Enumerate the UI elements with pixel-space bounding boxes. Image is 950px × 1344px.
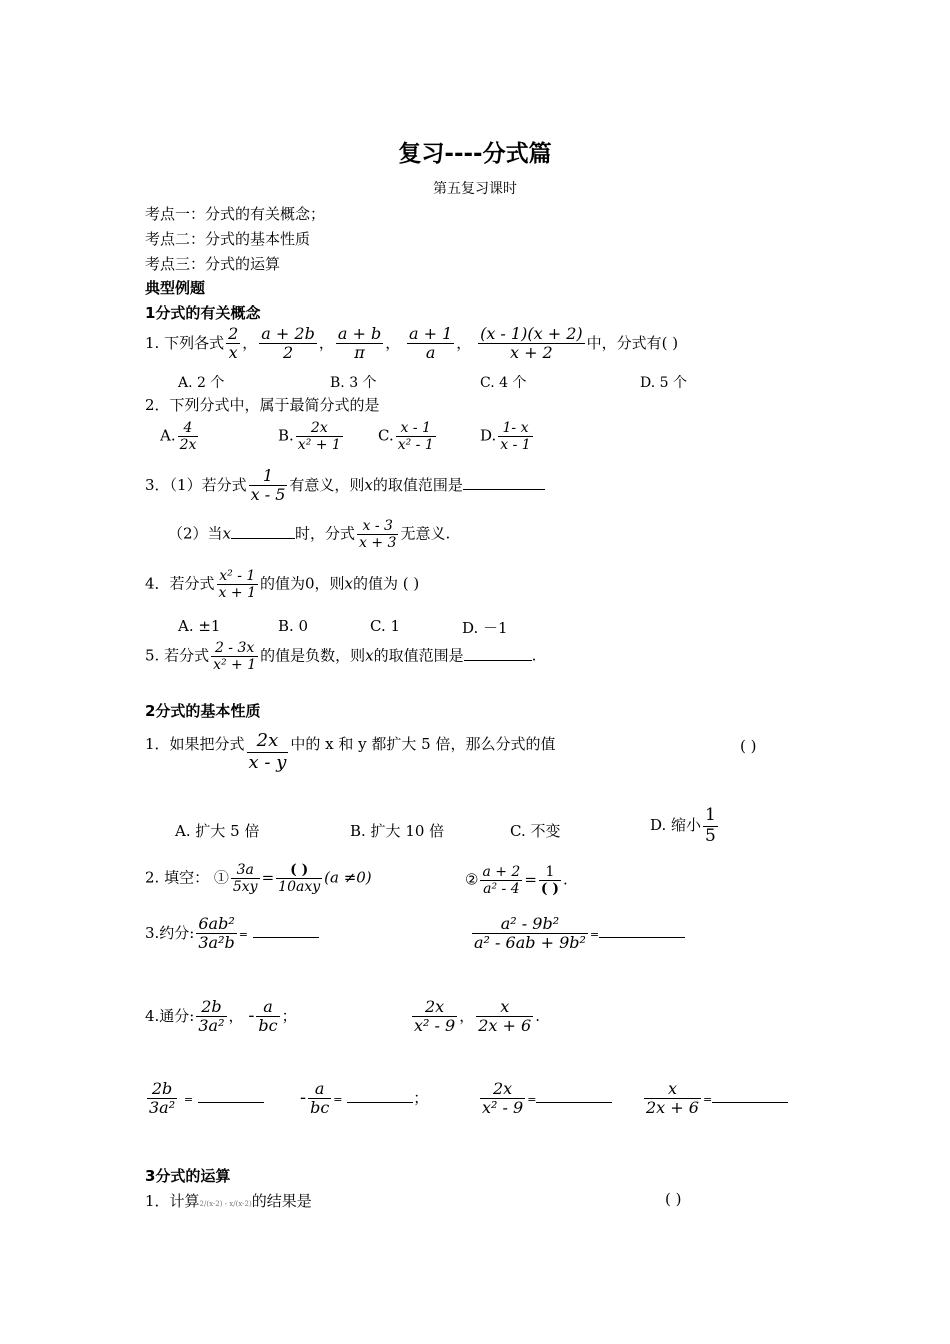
s2-q4-answer-1: $\frac{2b}{\text{3a²}}$ = (145, 1080, 264, 1118)
s2-q2-part2: ② $\frac{a + 2}{\text{a² - 4}}$ = $\frac{1}{( )}$ . (465, 864, 568, 898)
s2-q4-row1-right: $\frac{2x}{\text{x² - 9}}$ ， $\frac{x}{2x + 6}$ . (414, 997, 540, 1036)
s1-q2-option-d: D. $\frac{1- x}{x - 1}$ (480, 420, 531, 454)
s1-q2-option-c: C. $\frac{x - 1}{\text{x² - 1}}$ (378, 420, 434, 454)
point-2: 考点二：分式的基本性质 (145, 230, 311, 248)
s1-q2-option-b: B. $\frac{2x}{\text{x² + 1}}$ (278, 420, 341, 454)
s1-q1-option-d: D. 5 个 (640, 375, 687, 391)
s2-q4-blank-2[interactable] (347, 1088, 413, 1103)
s1-q4-option-d: D. －1 (462, 619, 508, 637)
s1-q3-blank-2[interactable] (231, 524, 295, 539)
s1-q4: 4．若分式 $\frac{\text{x² - 1}}{x + 1}$ 的值为0，则x的值为 ( ) (145, 568, 420, 602)
s1-q3-part1: 3．（1）若分式 $\frac{1}{x - 5}$ 有意义，则x的取值范围是 (145, 467, 545, 505)
s1-q1-frac-2: $\frac{a + 2b}{2}$ (261, 324, 315, 363)
s3-q1-bracket: ( ) (665, 1190, 682, 1208)
s1-q3-blank-1[interactable] (463, 475, 545, 490)
s2-q4-answer-4: $\frac{x}{2x + 6}$ = (642, 1080, 788, 1118)
s2-q2-blank-2[interactable]: $\frac{1}{( )}$ (540, 864, 560, 898)
s2-q1-bracket: ( ) (740, 737, 757, 755)
s1-q2-option-a: A. $\frac{4}{2x}$ (160, 420, 197, 454)
s1-q4-option-a: A. ±1 (178, 617, 221, 635)
s2-q1: 1．如果把分式 $\frac{2x}{x - y}$ 中的 x 和 y 都扩大 5 倍，那么分式的值 (145, 730, 556, 773)
s1-q4-option-b: B. 0 (278, 617, 309, 635)
s2-q4-answer-2: - $\frac{a}{bc}$ = ； (300, 1079, 429, 1118)
s2-q2-part1: 2. 填空： ① $\frac{3a}{5xy}$ = $\frac{( )}{\text{10axy}}$ (a ≠0) (145, 862, 372, 896)
s1-q1-suffix: 中，分式有( ) (586, 333, 679, 352)
s1-q4-option-c: C. 1 (370, 617, 401, 635)
s2-q1-option-b: B. 扩大 10 倍 (350, 822, 445, 840)
s3-q1-tiny-expression: 2/(x-2) - x/(x-2) (199, 1200, 252, 1208)
s1-q1-frac-1: $\frac{2}{x}$ (228, 324, 239, 363)
section-1-heading: 1分式的有关概念 (145, 304, 261, 322)
s1-q1-frac-5: $\frac{(x - 1)(x + 2)}{x + 2}$ (480, 324, 583, 363)
s2-q1-option-a: A. 扩大 5 倍 (175, 822, 260, 840)
section-2-heading: 2分式的基本性质 (145, 702, 261, 720)
s2-q3-blank-1[interactable] (253, 923, 319, 938)
s2-q2-blank-1[interactable]: $\frac{( )}{\text{10axy}}$ (278, 862, 321, 896)
section-3-heading: 3分式的运算 (145, 1167, 231, 1185)
s1-q1-frac-4: $\frac{a + 1}{a}$ (409, 324, 453, 363)
s1-q5: 5. 若分式 $\frac{2 - 3x}{\text{x² + 1}}$ 的值是负数，则x的取值范围是 . (145, 640, 537, 674)
s1-q2-text: 2．下列分式中，属于最简分式的是 (145, 396, 380, 414)
s1-q5-blank[interactable] (464, 646, 532, 661)
examples-heading: 典型例题 (145, 279, 206, 297)
s1-q1: 1. 下列各式 $\frac{2}{x}$ ， $\frac{a + 2b}{2}$ ， $\frac{a + b}{\pi}$ ， $\frac{a + 1}{a}$ ， $\frac{(x - 1)(x + 2)}{x + 2}$ 中，分式有( ) (145, 324, 679, 363)
s2-q1-option-c: C. 不变 (510, 822, 561, 840)
s1-q1-prefix: 1. 下列各式 (145, 333, 225, 352)
s2-q4-answer-3: $\frac{2x}{\text{x² - 9}}$ = (478, 1080, 612, 1118)
s3-q1: 1．计算2/(x-2) - x/(x-2)的结果是 (145, 1192, 312, 1210)
point-1: 考点一：分式的有关概念； (145, 205, 326, 223)
s2-q4-blank-4[interactable] (712, 1088, 788, 1103)
s2-q3-part1: 3.约分: $\frac{\text{6ab²}}{\text{3a²b}}$ = (145, 915, 319, 953)
s1-q1-option-c: C. 4 个 (480, 375, 527, 391)
s1-q1-frac-3: $\frac{a + b}{\pi}$ (337, 324, 382, 363)
s2-q4-row1-left: 4.通分: $\frac{2b}{\text{3a²}}$ ， - $\frac{a}{bc}$ ； (145, 997, 297, 1036)
s2-q3-part2: $\frac{\text{a² - 9b²}}{\text{a² - 6ab + 9b²}}$ = (470, 915, 685, 953)
s2-q3-blank-2[interactable] (599, 923, 685, 938)
s2-q4-blank-1[interactable] (198, 1088, 264, 1103)
s2-q1-option-d: D. 缩小 $\frac{1}{5}$ (650, 805, 716, 846)
s1-q1-option-a: A. 2 个 (178, 375, 225, 391)
page-subtitle: 第五复习课时 (433, 181, 517, 197)
s2-q4-blank-3[interactable] (536, 1088, 612, 1103)
point-3: 考点三：分式的运算 (145, 255, 281, 273)
page-title: 复习----分式篇 (398, 141, 552, 167)
s1-q1-option-b: B. 3 个 (330, 375, 377, 391)
s1-q3-part2: （2）当x 时，分式 $\frac{x - 3}{x + 3}$ 无意义. (168, 518, 451, 552)
